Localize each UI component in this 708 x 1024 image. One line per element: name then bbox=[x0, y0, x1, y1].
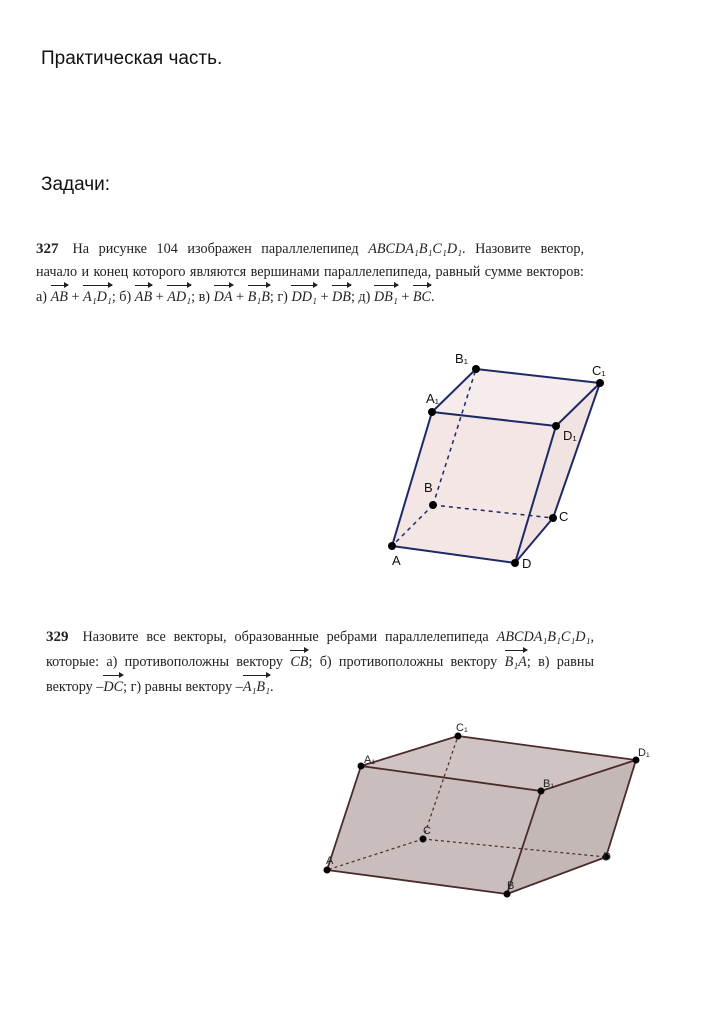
label-C1: C₁ bbox=[592, 363, 606, 378]
vector-a1: AB bbox=[51, 284, 68, 309]
label-C: C bbox=[559, 509, 569, 524]
vector-c2: B₁B bbox=[248, 284, 270, 309]
problem-327: 327 На рисунке 104 изображен параллелепипед ABCDA₁B₁C₁D₁. Назовите вектор, начало и конец которого являются вершинами параллелепипеда, равный сумме векторов: а) AB + A₁D₁; б) AB + AD₁; в) DA + B₁B; г) DD₁ + DB; д) DB₁ + BC. bbox=[36, 238, 584, 309]
label-D: D bbox=[522, 556, 532, 571]
vector-2: B₁A bbox=[505, 649, 527, 674]
problem-text-cont: , которые: а) противоположны вектору bbox=[46, 629, 595, 670]
problem-text-cont4: ; г) равны вектору – bbox=[123, 679, 243, 695]
vector-4: A₁B₁ bbox=[243, 674, 270, 699]
problem-text-cont3: ; в) равны вектору – bbox=[46, 654, 595, 695]
problem-text-end: . bbox=[270, 679, 274, 695]
section-title: Практическая часть. bbox=[41, 48, 223, 69]
problem-text: Назовите все векторы, образованные ребрами параллелепипеда bbox=[82, 629, 489, 645]
vector-b2: AD₁ bbox=[167, 284, 191, 309]
vector-a2: A₁D₁ bbox=[83, 284, 112, 309]
figure-name: ABCDA₁B₁C₁D₁ bbox=[368, 241, 462, 257]
vector-e2: BC bbox=[413, 284, 431, 309]
label-A: A bbox=[392, 553, 401, 568]
figure-name: ABCDA₁B₁C₁D₁ bbox=[496, 629, 591, 645]
vector-c1: DA bbox=[214, 284, 233, 309]
label-D1: D₁ bbox=[638, 747, 650, 759]
vector-b1: AB bbox=[135, 284, 152, 309]
vector-3: DC bbox=[103, 674, 123, 699]
label-B: B bbox=[424, 480, 433, 495]
vector-1: CB bbox=[290, 649, 308, 674]
problem-text-cont: . Назовите вектор, начало и конец которого являются вершинами параллелепипеда, равный сумме векторов: а) bbox=[36, 241, 585, 305]
vector-d2: DB bbox=[332, 284, 351, 309]
label-A1: A₁ bbox=[426, 391, 440, 406]
problem-text-cont2: ; б) противоположны вектору bbox=[308, 654, 498, 670]
label-A: A bbox=[326, 855, 334, 867]
parallelepiped-figure-2 bbox=[324, 722, 650, 898]
tasks-title: Задачи: bbox=[41, 174, 111, 195]
label-B: B bbox=[507, 880, 515, 892]
problem-text: На рисунке 104 изображен параллелепипед bbox=[72, 241, 359, 257]
vector-d1: DD₁ bbox=[291, 284, 316, 309]
label-D1: D₁ bbox=[563, 428, 577, 443]
label-C: C bbox=[423, 825, 431, 837]
problem-number: 329 bbox=[46, 629, 69, 645]
problem-number: 327 bbox=[36, 241, 59, 257]
label-D: D bbox=[603, 851, 611, 863]
label-B1: B₁ bbox=[543, 778, 555, 790]
label-A1: A₁ bbox=[364, 754, 376, 766]
vector-e1: DB₁ bbox=[374, 284, 398, 309]
label-C1: C₁ bbox=[456, 722, 468, 734]
label-B1: B₁ bbox=[455, 351, 469, 366]
